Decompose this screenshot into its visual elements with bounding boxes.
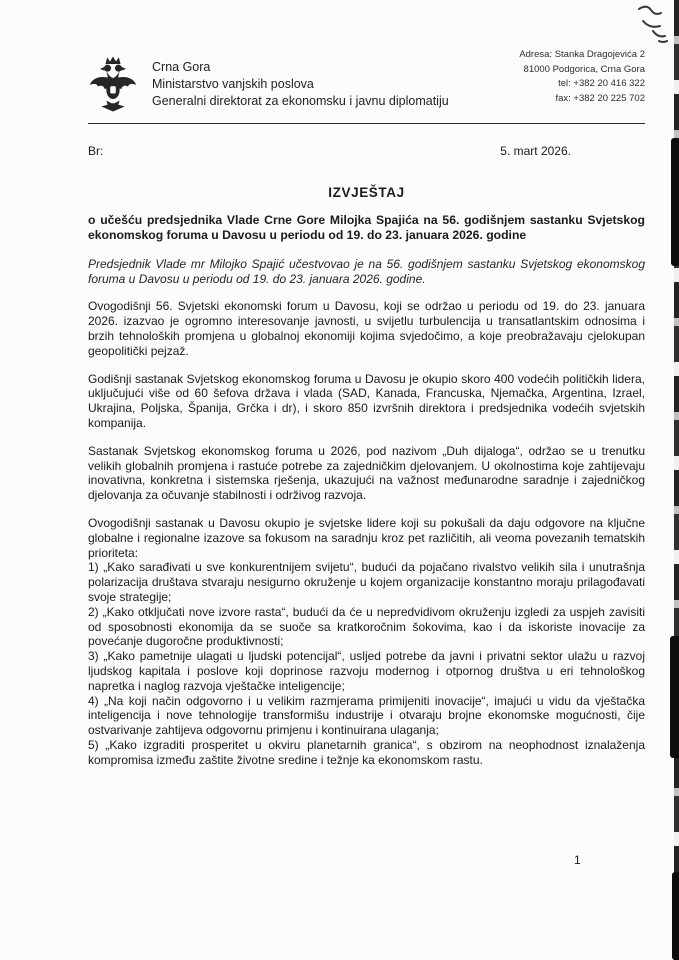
- document-date: 5. mart 2026.: [500, 144, 571, 158]
- paragraph: Godišnji sastanak Svjetskog ekonomskog foruma u Davosu je okupio skoro 400 vodećih političkih lidera, uključujući više od 60 šefova država i vlada (SAD, Kanada, Francuska, Njemačka, Argentina, Izrael, Ukrajina, Poljska, Španija, Grčka i dr), i skoro 850 izvršnih direktora i predsjednika vodećih svjetskih kompanija.: [88, 371, 645, 430]
- organization-block: [152, 59, 449, 110]
- org-ministry: Ministarstvo vanjskih poslova: [152, 76, 314, 91]
- list-item-1: 1) „Kako sarađivati u sve konkurentnijem svijetu“, budući da pojačano rivalstvo velikih sila i unutrašnja polarizacija društava stvaraju nesigurno okruženje u kojem organizacije konstantno moraju prilagođavati svoje strategije;: [88, 560, 645, 604]
- scan-artifact-blob: [670, 636, 679, 758]
- list-item-4: 4) „Na koji način odgovorno i u velikim razmjerama primijeniti inovacije“, imajući u vidu da vještačka inteligencija i nove tehnologije transformišu industrije i otvaraju brojne ekonomske mogućnosti, čije ostvarivanje zahtijeva odgovornu primjenu i kontinuirana ulaganja;: [88, 693, 645, 738]
- org-country: Crna Gora: [152, 59, 211, 74]
- reference-number-label: Br:: [88, 144, 104, 158]
- list-item-5: 5) „Kako izgraditi prosperitet u okviru planetarnih granica“, s obzirom na neophodnost iznalaženja kompromisa između zaštite životne sredine i težnje ka ekonomskom rastu.: [88, 737, 645, 767]
- letterhead: [88, 46, 645, 114]
- header-divider: [88, 123, 645, 124]
- document-content: [88, 46, 645, 768]
- paragraph: Ovogodišnji 56. Svjetski ekonomski forum u Davosu, koji se održao u periodu od 19. do 23. januara 2026. izazvao je ogromno interesovanje javnosti, u svijetlu turbulencija u transatlantskim odnosima i brzih tehnoloških promjena u globalnoj ekonomiji kojima svjedočimo, a koje preobražavaju cjelokupan geopolitički pejzaž.: [88, 299, 645, 358]
- address-fax: fax: +382 20 225 702: [555, 92, 645, 104]
- montenegro-coat-of-arms-icon: [88, 54, 138, 114]
- org-directorate: Generalni direktorat za ekonomsku i javnu diplomatiju: [152, 93, 449, 108]
- scan-artifact-blob: [671, 138, 679, 266]
- address-tel: tel: +382 20 416 322: [558, 78, 645, 89]
- address-street: Adresa: Stanka Dragojevića 2: [519, 49, 645, 60]
- address-city: 81000 Podgorica, Crna Gora: [523, 63, 645, 75]
- page-number: 1: [574, 853, 581, 867]
- lead-paragraph: Predsjednik Vlade mr Milojko Spajić učestvovao je na 56. godišnjem sastanku Svjetskog ekonomskog foruma u Davosu u periodu od 19. do 23. januara 2026. godine.: [88, 256, 645, 286]
- subject-paragraph: o učešću predsjednika Vlade Crne Gore Milojka Spajića na 56. godišnjem sastanku Svjetskog ekonomskog foruma u Davosu u periodu od 19. do 23. januara 2026. godine: [88, 213, 645, 243]
- address-block: [519, 46, 645, 106]
- list-item-3: 3) „Kako pametnije ulagati u ljudski potencijal“, usljed potrebe da javni i privatni sektor ulažu u razvoj ljudskog kapitala i poslove koji doprinose razvoju modernog i otpornog društva u eri tehnološkog napretka i naglog razvoja vještačke inteligencije;: [88, 649, 645, 693]
- letterhead-left: [88, 54, 449, 114]
- meta-row: [88, 144, 645, 159]
- document-title: IZVJEŠTAJ: [328, 185, 405, 200]
- paragraph: Sastanak Svjetskog ekonomskog foruma u 2026, pod nazivom „Duh dijaloga“, održao se u trenutku velikih globalnih promjena i rastuće potrebe za zajedničkim djelovanjem. U okolnostima koje zahtijevaju inovativna, konkretna i sistemska rješenja, ukazujući na važnost međunarodne saradnje i zajedničkog djelovanja za očuvanje stabilnosti i održivog razvoja.: [88, 443, 645, 503]
- list-item-2: 2) „Kako otključati nove izvore rasta“, budući da će u nepredvidivom okruženju izgledi za uspjeh zavisiti od sposobnosti ekonomija da se suoče sa kratkoročnim šokovima, kao i da iskoriste inovacije za povećanje dugoročne produktivnosti;: [88, 604, 645, 649]
- scan-artifact-scribble: [635, 3, 669, 50]
- scan-artifact-blob: [672, 872, 679, 960]
- paragraph: Ovogodišnji sastanak u Davosu okupio je svjetske lidere koji su pokušali da daju odgovore na ključne globalne i regionalne izazove sa fokusom na saradnju kroz pet različitih, ali veoma povezanih tematskih prioriteta:: [88, 515, 645, 560]
